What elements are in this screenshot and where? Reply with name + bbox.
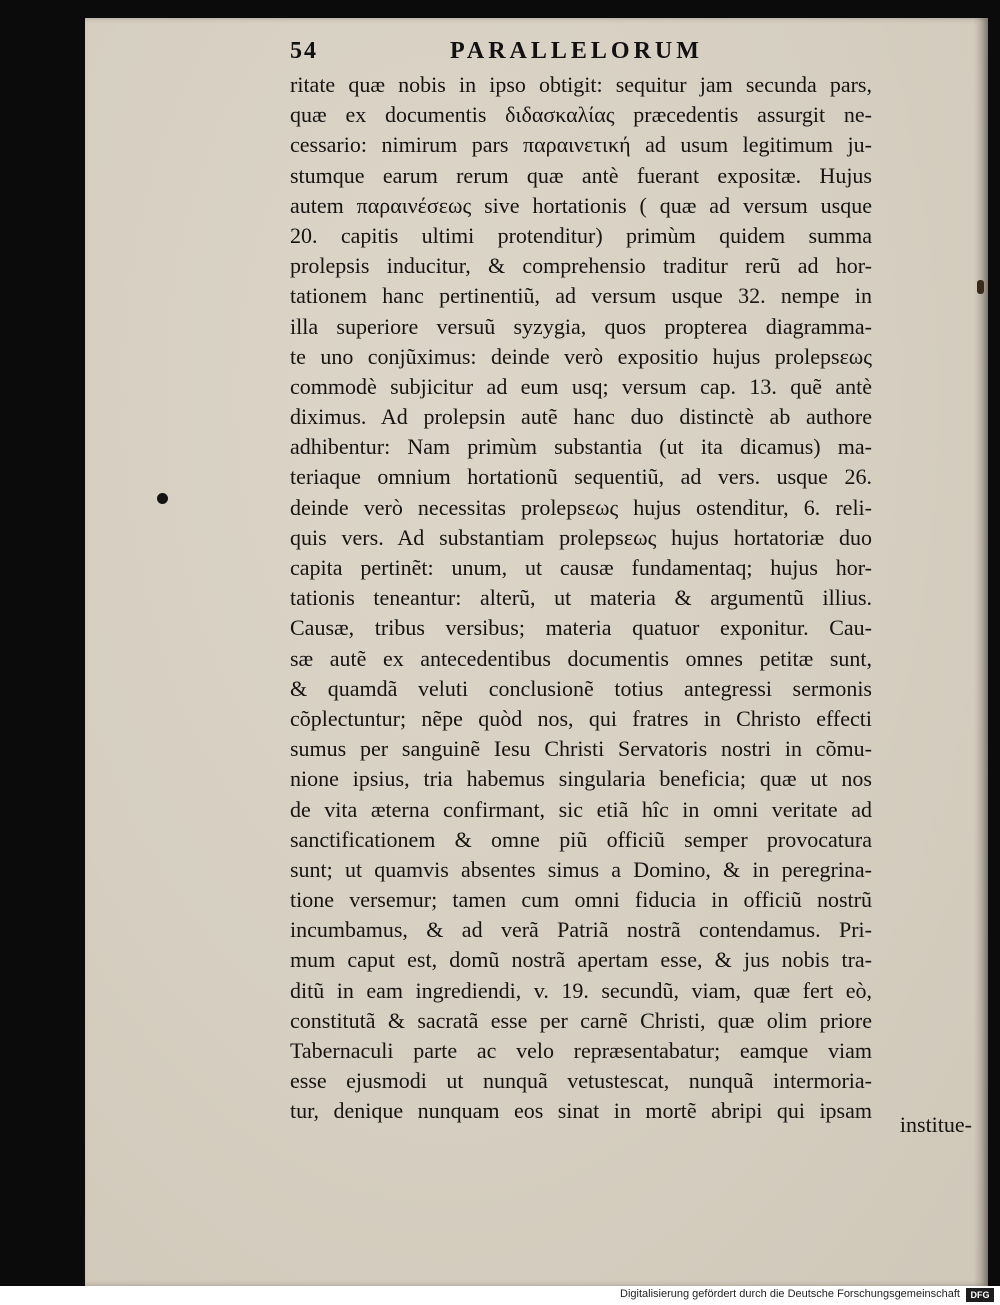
text-line: commodè subjicitur ad eum usq; versum cap. 13. quẽ antè xyxy=(290,373,872,399)
running-title: PARALLELORUM xyxy=(450,38,703,64)
text-line: diximus. Ad prolepsin autẽ hanc duo distinctè ab authore xyxy=(290,404,872,430)
text-line: nione ipsius, tria habemus singularia beneficia; quæ ut nos xyxy=(290,766,872,792)
text-line: Tabernaculi parte ac velo repræsentabatur; eamque viam xyxy=(290,1038,872,1063)
text-line: Causæ, tribus versibus; materia quatuor exponitur. Cau- xyxy=(290,615,872,641)
body-text xyxy=(290,70,872,1127)
text-line: cessario: nimirum pars παραινετική ad usum legitimum ju- xyxy=(290,132,872,158)
footer-bar xyxy=(0,1286,1000,1305)
text-line: tationis teneantur: alterũ, ut materia & argumentũ illius. xyxy=(290,585,872,611)
text-line: constitutã & sacratã esse per carnẽ Christi, quæ olim priore xyxy=(290,1007,872,1033)
text-line: esse ejusmodi ut nunquã vetustescat, nunquã intermoria- xyxy=(290,1068,872,1094)
text-line: sanctificationem & omne piũ officiũ semper provocatura xyxy=(290,826,872,852)
text-line: & quamdã veluti conclusionẽ totius antegressi sermonis xyxy=(290,675,872,701)
page-edge-shadow xyxy=(974,18,988,1286)
text-line: tationem hanc pertinentiũ, ad versum usque 32. nempe in xyxy=(290,283,872,309)
text-line: ditũ in eam ingrediendi, v. 19. secundũ, viam, quæ fert eò, xyxy=(290,977,872,1003)
text-line: illa superiore versuũ syzygia, quos propterea diagramma- xyxy=(290,313,872,339)
dfg-logo: DFG xyxy=(966,1288,994,1302)
text-line: sæ autẽ ex antecedentibus documentis omnes petitæ sunt, xyxy=(290,645,872,671)
text-line: autem παραινέσεως sive hortationis ( quæ ad versum usque xyxy=(290,192,872,218)
text-line: sunt; ut quamvis absentes simus a Domino, & in peregrina- xyxy=(290,856,872,882)
text-line: adhibentur: Nam primùm substantia (ut ita dicamus) ma- xyxy=(290,434,872,460)
ink-spot xyxy=(157,493,168,504)
text-line: capita pertinẽt: unum, ut causæ fundamentaq; hujus hor- xyxy=(290,555,872,580)
text-line: mum caput est, domũ nostrã apertam esse, & jus nobis tra- xyxy=(290,947,872,973)
catchword: institue- xyxy=(899,1112,972,1137)
text-line: tur, denique nunquam eos sinat in mortẽ abripi qui ipsam xyxy=(290,1098,872,1124)
text-line: sumus per sanguinẽ Iesu Christi Servatoris nostri in cõmu- xyxy=(290,736,872,762)
text-line: incumbamus, & ad verã Patriã nostrã contendamus. Pri- xyxy=(290,917,872,943)
text-line: tione versemur; tamen cum omni fiducia in officiũ nostrũ xyxy=(290,887,872,913)
text-line: 20. capitis ultimi protenditur) primùm quidem summa xyxy=(290,222,872,248)
page-header xyxy=(290,38,720,68)
text-line: te uno conjũximus: deinde verò expositio hujus prolepsεως xyxy=(290,343,872,369)
page-number: 54 xyxy=(290,38,318,64)
funding-credit: Digitalisierung gefördert durch die Deutsche Forschungsgemeinschaft xyxy=(620,1288,960,1300)
text-line: quæ ex documentis διδασκαλίας præcedentis assurgit ne- xyxy=(290,102,872,128)
text-line: ritate quæ nobis in ipso obtigit: sequitur jam secunda pars, xyxy=(290,72,872,97)
text-line: quis vers. Ad substantiam prolepsεως hujus hortatoriæ duo xyxy=(290,524,872,550)
text-line: cõplectuntur; nẽpe quòd nos, qui fratres in Christo effecti xyxy=(290,705,872,731)
text-line: stumque earum rerum quæ antè fuerant expositæ. Hujus xyxy=(290,162,872,188)
text-line: de vita æterna confirmant, sic etiã hîc in omni veritate ad xyxy=(290,796,872,822)
page-marker xyxy=(977,280,984,294)
text-line: teriaque omnium hortationũ sequentiũ, ad vers. usque 26. xyxy=(290,464,872,490)
text-line: prolepsis inducitur, & comprehensio traditur rerũ ad hor- xyxy=(290,253,872,279)
text-line: deinde verò necessitas prolepsεως hujus ostenditur, 6. reli- xyxy=(290,494,872,520)
